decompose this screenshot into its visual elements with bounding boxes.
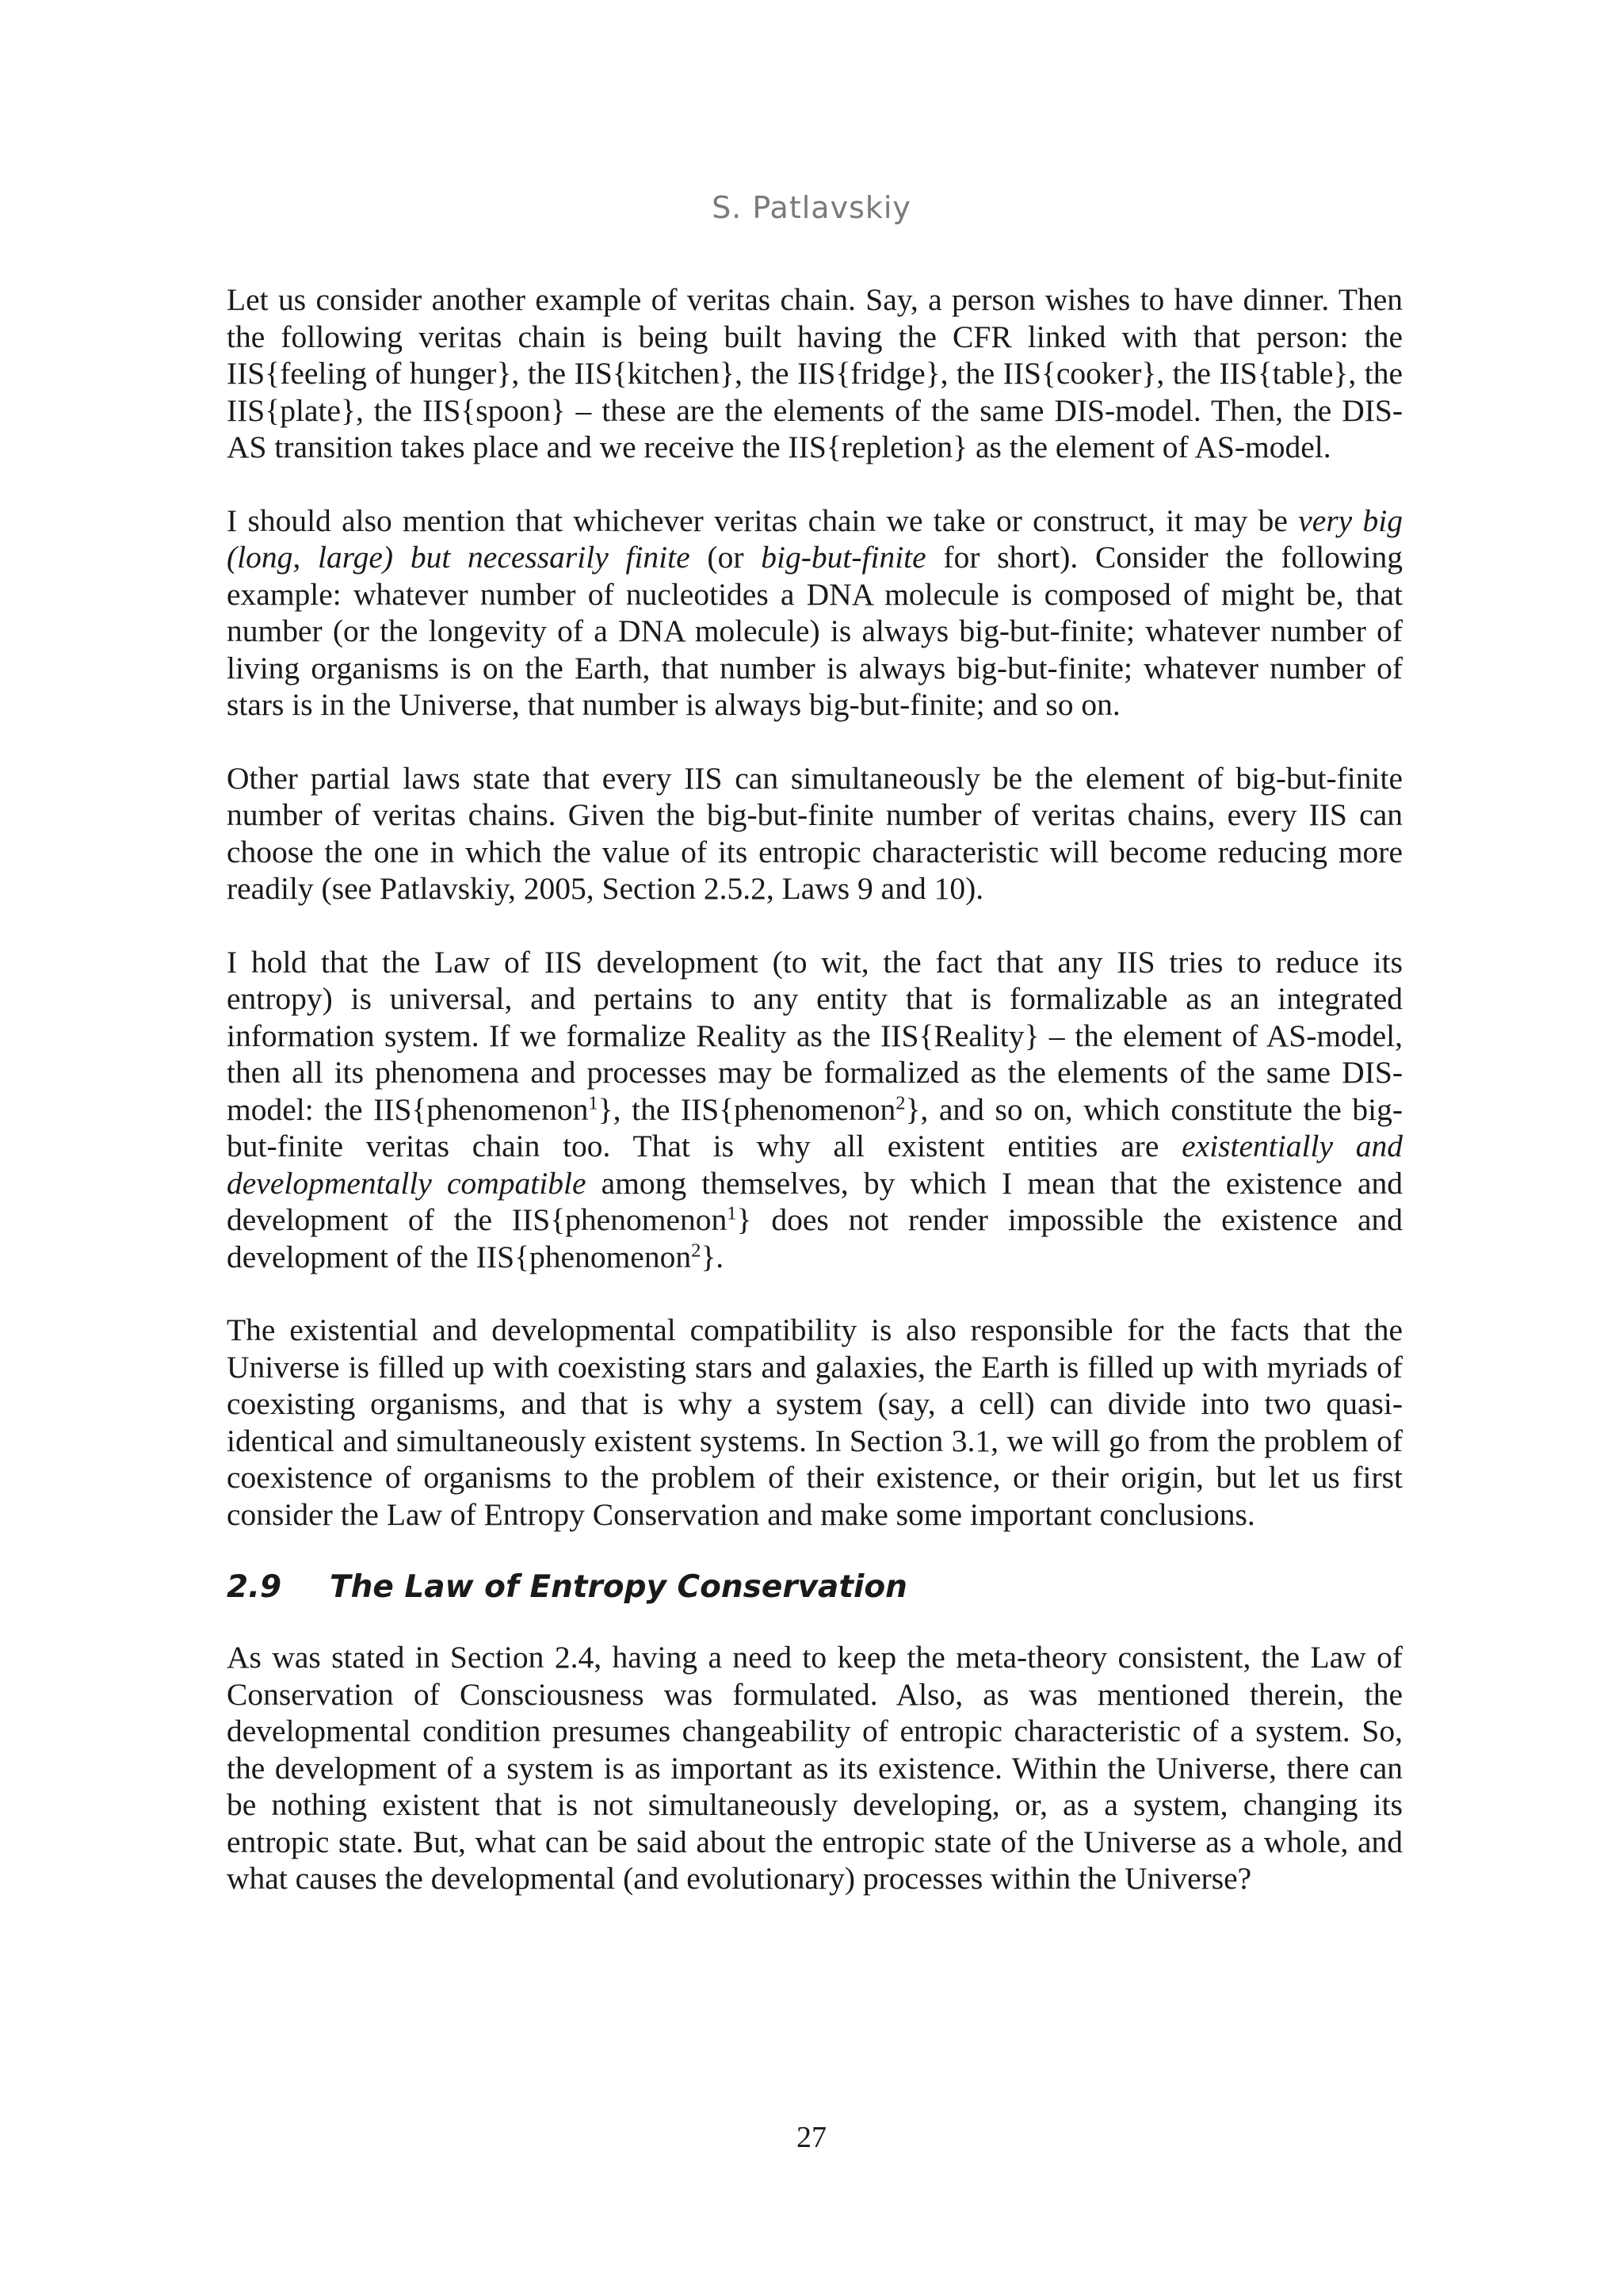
- emphasis-text: big-but-finite: [761, 540, 926, 575]
- paragraph-text: I should also mention that whichever veritas chain we take or construct, it may be: [227, 502, 1299, 538]
- paragraph-entropy-conservation: As was stated in Section 2.4, having a need to keep the meta-theory consistent, the Law of Conservation of Consciousness was formulated. Also, as was mentioned therein, the developmental condition presumes changeability of entropic characteristic of a system. So, the development of a system is as important as its existence. Within the Universe, there can be nothing existent that is not simultaneously developing, or, as a system, changing its entropic state. But, what can be said about the entropic state of the Universe as a whole, and what causes the developmental (and evolutionary) processes within the Universe?: [227, 1640, 1403, 1896]
- paragraph-compatibility: The existential and developmental compatibility is also responsible for the facts that the Universe is filled up with coexisting stars and galaxies, the Earth is filled up with myriads of coexisting organisms, and that is why a system (say, a cell) can divide into two quasi-identical and simultaneously existent systems. In Section 3.1, we will go from the problem of coexistence of organisms to the problem of their existence, or their origin, but let us first consider the Law of Entropy Conservation and make some important conclusions.: [227, 1312, 1403, 1532]
- page-body: [227, 281, 1403, 1934]
- section-title: The Law of Entropy Conservation: [330, 1569, 907, 1605]
- section-heading: [227, 1569, 1403, 1606]
- superscript: 2: [691, 1240, 701, 1262]
- superscript: 1: [588, 1092, 598, 1114]
- superscript: 2: [896, 1092, 906, 1114]
- paragraph-text: }, the IIS{phenomenon: [598, 1091, 896, 1127]
- section-number: 2.9: [227, 1569, 282, 1605]
- paragraph-text: }, and so on, which constitute the big-but-finite veritas chain too. That is why all existent entities are: [227, 1091, 1403, 1163]
- paragraph-text: (or: [689, 540, 762, 575]
- paragraph-dinner-example: Let us consider another example of veritas chain. Say, a person wishes to have dinner. Then the following veritas chain is being built having the CFR linked with that person: the IIS{feeling of hunger}, the IIS{kitchen}, the IIS{fridge}, the IIS{cooker}, the IIS{table}, the IIS{plate}, the IIS{spoon} – these are the elements of the same DIS-model. Then, the DIS-AS transition takes place and we receive the IIS{repletion} as the element of AS-model.: [227, 282, 1403, 464]
- running-header-author: S. Patlavskiy: [712, 190, 911, 225]
- paragraph-text: for short). Consider the following example: whatever number of nucleotides a DNA molecule is composed of might be, that number (or the longevity of a DNA molecule) is always big-but-finite; whatever number of living organisms is on the Earth, that number is always big-but-finite; whatever number of stars is in the Universe, that number is always big-but-finite; and so on.: [227, 540, 1403, 722]
- superscript: 1: [727, 1202, 737, 1224]
- paragraph-big-but-finite: [227, 502, 1403, 724]
- emphasis-text: existentially and developmentally compatible: [227, 1129, 1403, 1201]
- paragraph-text: } does not render impossible the existence and development of the IIS{phenomenon: [227, 1202, 1403, 1274]
- paragraph-text: among themselves, by which I mean that the existence and development of the IIS{phenomenon: [227, 1165, 1403, 1237]
- paragraph-text: }.: [701, 1239, 724, 1274]
- page-number: 27: [796, 2121, 827, 2154]
- paragraph-partial-laws: Other partial laws state that every IIS can simultaneously be the element of big-but-finite number of veritas chains. Given the big-but-finite number of veritas chains, every IIS can choose the one in which the value of its entropic characteristic will become reducing more readily (see Patlavskiy, 2005, Section 2.5.2, Laws 9 and 10).: [227, 760, 1403, 906]
- paragraph-text: I hold that the Law of IIS development (to wit, the fact that any IIS tries to reduce its entropy) is universal, and pertains to any entity that is formalizable as an integrated information system. If we formalize Reality as the IIS{Reality} – the element of AS-model, then all its phenomena and processes may be formalized as the elements of the same DIS-model: the IIS{phenomenon: [227, 944, 1403, 1127]
- emphasis-text: very big (long, large) but necessarily finite: [227, 502, 1403, 575]
- paragraph-iis-development: [227, 944, 1403, 1276]
